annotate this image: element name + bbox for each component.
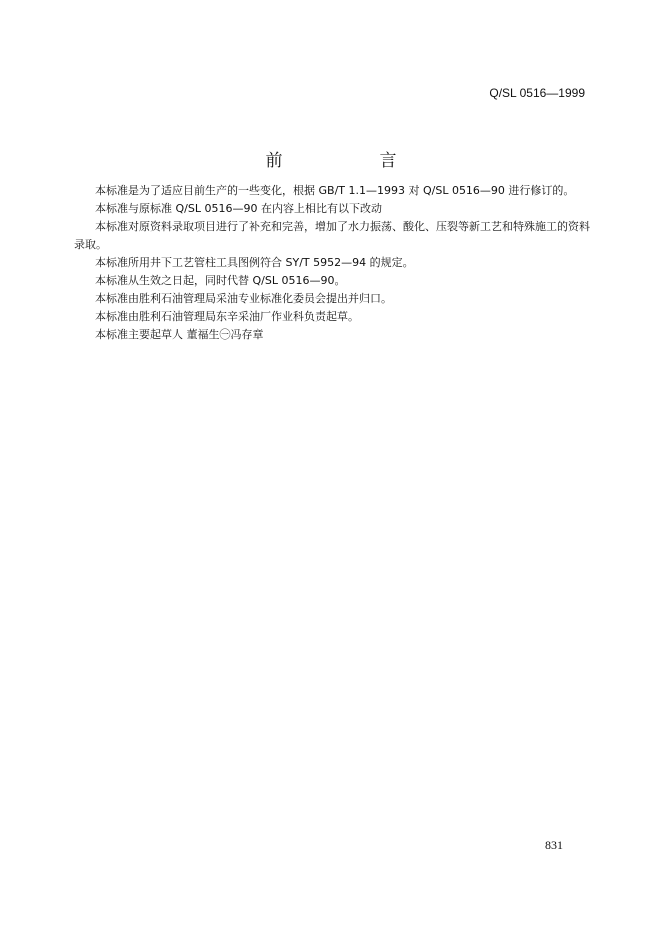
paragraph: 本标准与原标准 Q/SL 0516—90 在内容上相比有以下改动 [95,202,382,215]
page-title: 前 言 [265,151,437,171]
paragraph: 本标准所用井下工艺管柱工具图例符合 SY/T 5952—94 的规定。 [95,256,414,269]
paragraph: 本标准对原资料录取项目进行了补充和完善，增加了水力振荡、酸化、压裂等新工艺和特殊施工的资料录取。 [74,220,590,251]
page-number: 831 [545,838,563,852]
paragraph: 本标准由胜利石油管理局采油专业标准化委员会提出并归口。 [95,292,392,305]
paragraph: 本标准是为了适应目前生产的一些变化，根据 GB/T 1.1—1993 对 Q/SL 0516—90 进行修订的。 [95,184,575,197]
standard-code: Q/SL 0516—1999 [489,86,585,100]
paragraph: 本标准由胜利石油管理局东辛采油厂作业科负责起草。 [95,310,359,323]
paragraph: 本标准从生效之日起，同时代替 Q/SL 0516—90。 [95,274,346,287]
foreword-body [74,182,590,344]
paragraph: 本标准主要起草人 董福生㊀冯存章 [95,328,264,341]
